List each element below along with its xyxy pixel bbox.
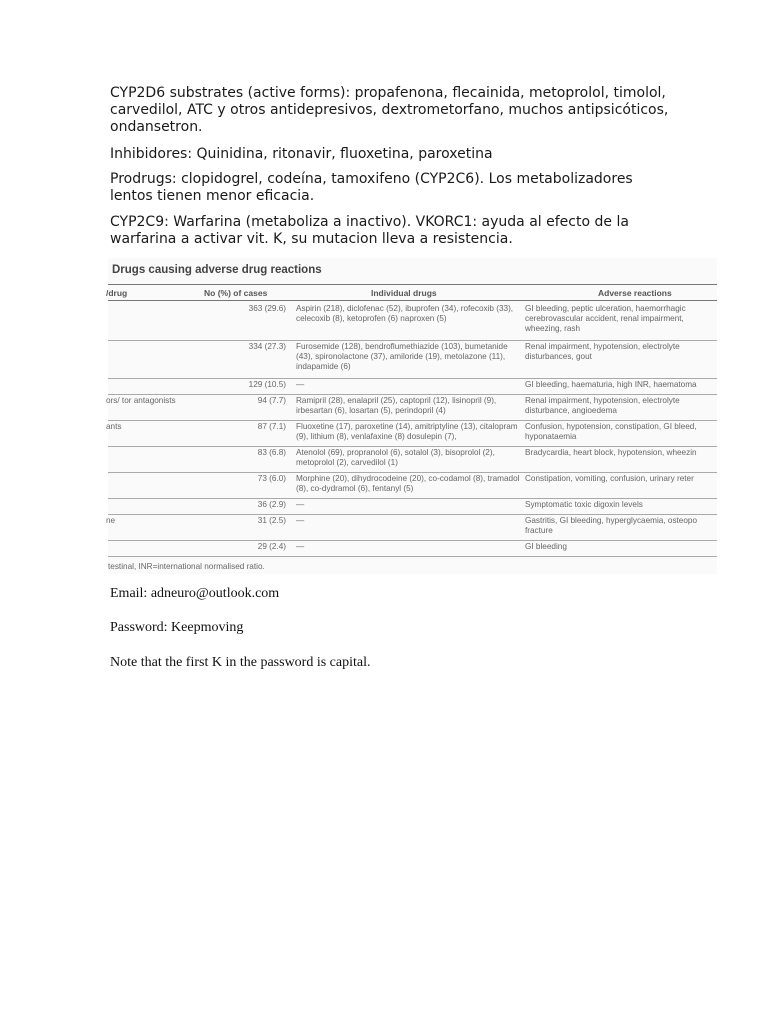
table-cell-reactions: Constipation, vomiting, confusion, urinary reter: [525, 474, 694, 483]
header-individual-drugs: Individual drugs: [371, 288, 437, 298]
table-top-rule: [108, 284, 717, 285]
table-cell-class: ne: [106, 516, 116, 525]
table-cell-cases: 87 (7.1): [257, 422, 286, 431]
table-row-rule: [108, 556, 717, 557]
table-cell-drugs: Fluoxetine (17), paroxetine (14), amitriptyline (13), citalopram (9), lithium (8), venlafaxine (8) dosulepin (7),: [296, 422, 518, 441]
table-cell-reactions: Confusion, hypotension, constipation, GI bleed, hyponataemia: [525, 422, 697, 441]
paragraph-cyp2c9: CYP2C9: Warfarina (metaboliza a inactivo). VKORC1: ayuda al efecto de la warfarina a activar vit. K, su mutacion lleva a resistencia.: [110, 214, 629, 247]
table-header-rule: [108, 300, 717, 301]
table-cell-drugs: Ramipril (28), enalapril (25), captopril (12), lisinopril (9), irbesartan (6), losartan (5), perindopril (4): [296, 396, 497, 415]
table-row: [108, 340, 717, 378]
table-cell-reactions: GI bleeding: [525, 542, 567, 551]
table-cell-drugs: Atenolol (69), propranolol (6), sotalol (3), bisoprolol (2), metoprolol (2), carvedilol (1): [296, 448, 495, 467]
table-cell-reactions: Bradycardia, heart block, hypotension, wheezin: [525, 448, 697, 457]
table-cell-cases: 129 (10.5): [248, 380, 286, 389]
table-row: [108, 446, 717, 472]
table-cell-drugs: —: [296, 516, 305, 525]
table-row: [108, 378, 717, 394]
table-cell-cases: 334 (27.3): [248, 342, 286, 351]
table-header: [108, 286, 717, 300]
table-row: [108, 302, 717, 340]
table-cell-drugs: —: [296, 542, 305, 551]
paragraph-cyp2d6-substrates: CYP2D6 substrates (active forms): propafenona, flecainida, metoprolol, timolol, carvedilol, ATC y otros antidepresivos, dextrometorfano, muchos antipsicóticos, ondansetron.: [110, 85, 669, 135]
table-cell-reactions: Renal impairment, hypotension, electrolyte disturbances, gout: [525, 342, 680, 361]
table-cell-drugs: —: [296, 380, 305, 389]
table-cell-drugs: Furosemide (128), bendroflumethiazide (103), bumetanide (43), spironolactone (37), amiloride (19), metolazone (11), indapamide (6): [296, 342, 508, 371]
table-cell-class: ors/ tor antagonists: [106, 396, 176, 405]
table-title: Drugs causing adverse drug reactions: [112, 264, 322, 276]
note-line: Note that the first K in the password is capital.: [110, 655, 371, 670]
table-cell-reactions: GI bleeding, haematuria, high INR, haematoma: [525, 380, 697, 389]
table-cell-cases: 31 (2.5): [257, 516, 286, 525]
table-cell-drugs: Aspirin (218), diclofenac (52), ibuprofen (34), rofecoxib (33), celecoxib (8), ketoprofen (6) naproxen (5): [296, 304, 514, 323]
table-row: [108, 394, 717, 420]
table-cell-reactions: Renal impairment, hypotension, electrolyte disturbance, angioedema: [525, 396, 680, 415]
paragraph-inhibitors: Inhibidores: Quinidina, ritonavir, fluoxetina, paroxetina: [110, 146, 493, 162]
table-footnote: testinal, INR=international normalised ratio.: [108, 562, 265, 571]
header-drug-class: /drug: [106, 288, 128, 298]
table-row: [108, 540, 717, 556]
header-cases: No (%) of cases: [204, 288, 268, 298]
table-cell-reactions: GI bleeding, peptic ulceration, haemorrhagic cerebrovascular accident, renal impairment, wheezing, rash: [525, 304, 686, 333]
paragraph-prodrugs: Prodrugs: clopidogrel, codeína, tamoxifeno (CYP2C6). Los metabolizadores lentos tienen menor eficacia.: [110, 171, 633, 204]
table-row: [108, 420, 717, 446]
table-cell-cases: 29 (2.4): [257, 542, 286, 551]
table-cell-cases: 36 (2.9): [257, 500, 286, 509]
table-cell-class: ants: [106, 422, 122, 431]
table-cell-reactions: Symptomatic toxic digoxin levels: [525, 500, 643, 509]
table-row: [108, 472, 717, 498]
email-line: Email: adneuro@outlook.com: [110, 586, 280, 601]
table-row: [108, 514, 717, 540]
adverse-reactions-table-image: [108, 258, 717, 574]
table-cell-cases: 363 (29.6): [248, 304, 286, 313]
table-row: [108, 498, 717, 514]
table-cell-cases: 94 (7.7): [257, 396, 286, 405]
header-adverse-reactions: Adverse reactions: [598, 288, 672, 298]
table-cell-cases: 73 (6.0): [257, 474, 286, 483]
password-line: Password: Keepmoving: [110, 620, 244, 635]
table-cell-reactions: Gastritis, GI bleeding, hyperglycaemia, osteopo fracture: [525, 516, 698, 535]
table-cell-drugs: Morphine (20), dihydrocodeine (20), co-codamol (8), tramadol (8), co-dydramol (6), fentanyl (5): [296, 474, 520, 493]
table-cell-cases: 83 (6.8): [257, 448, 286, 457]
table-cell-drugs: —: [296, 500, 305, 509]
